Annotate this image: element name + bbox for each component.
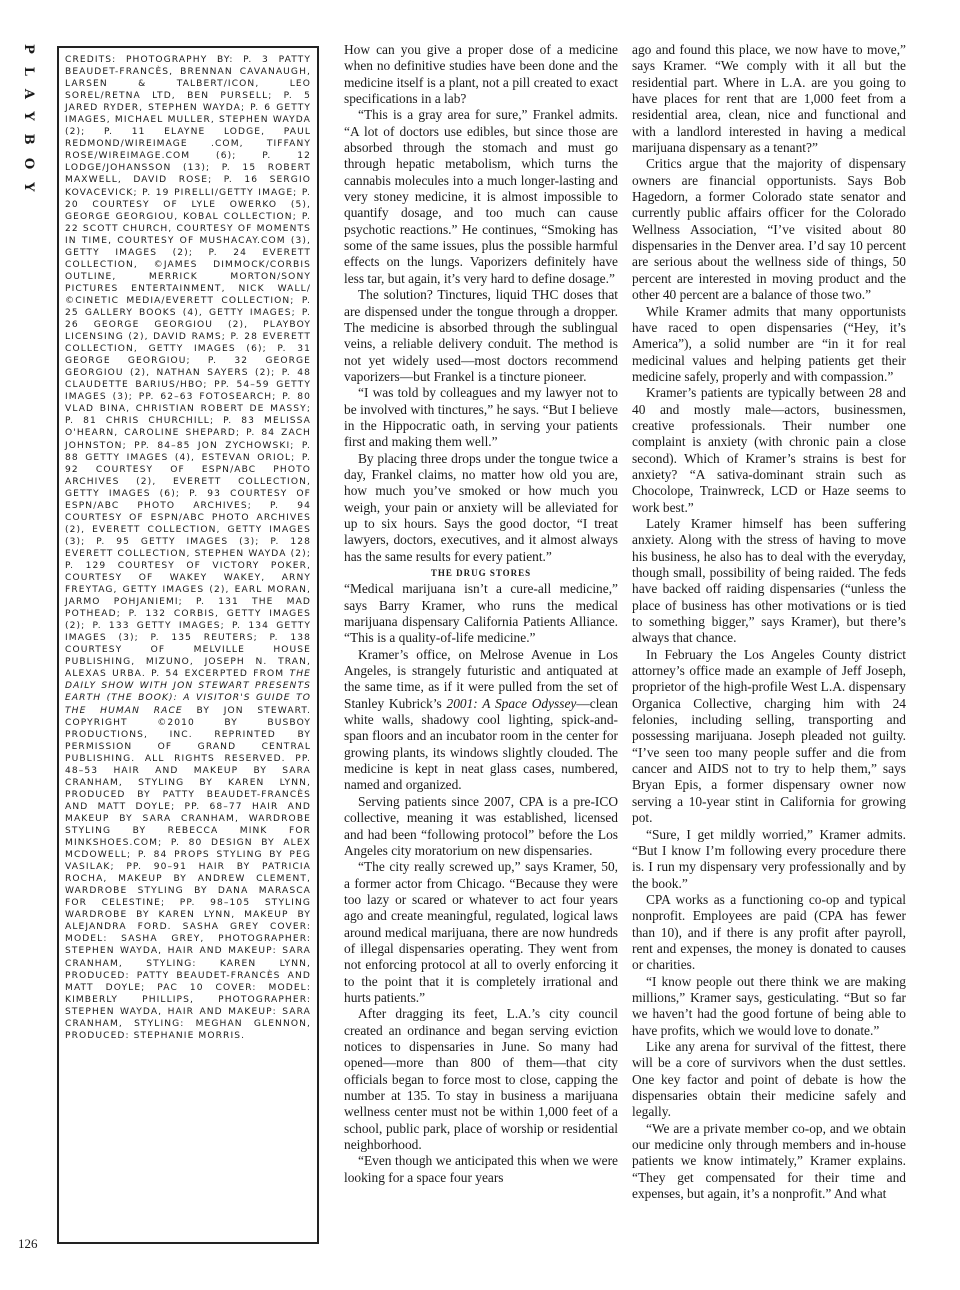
paragraph: After dragging its feet, L.A.’s city council created an ordinance and began serving eviction notices to dispensaries in June. So many had opened—more than 800 of them—that city officials began to force most to close, capping the number at 135. To stay in business a marijuana wellness center must not be within 1,000 feet of a school, public park, place of worship or residential neighborhood. xyxy=(344,1006,618,1153)
paragraph: “I know people out there think we are making millions,” Kramer says, gesticulating. “But so far we haven’t had the good fortune of being able to have profits, which we would love to donate.” xyxy=(632,973,906,1038)
paragraph: Serving patients since 2007, CPA is a pre-ICO collective, meaning it was established, licensed and had been “following protocol” before the Los Angeles city moratorium on new dispensaries. xyxy=(344,793,618,858)
paragraph: By placing three drops under the tongue twice a day, Frankel claims, no matter how old you are, how much you’ve smoked or how much you weigh, your pain or anxiety will be alleviated for up to six hours. Says the good doctor, “I treat lawyers, doctors, executives, and it almost always has the same results for every patient.” xyxy=(344,450,618,564)
paragraph xyxy=(344,647,618,794)
magazine-spine-label: PLAYBOY xyxy=(21,44,36,205)
paragraph: In February the Los Angeles County district attorney’s office made an example of Jeff Joseph, proprietor of the high-profile West L.A. dispensary Organica Collective, charging him with 24 felonies, including selling, transporting and possessing marijuana. Joseph pleaded not guilty. “I’ve seen too many people suffer and die from cancer and AIDS not to try to help them,” says Bryan Epis, a former dispensary owner now serving a 10-year stint in California for growing pot. xyxy=(632,646,906,826)
paragraph-part: —clean white walls, shadowy cool lighting, spick-and-span floors and an incubator room in the center for growing plants, its windows slightly clouded. The medicine is kept in neat glass cases, numbered, named and organized. xyxy=(344,695,618,793)
credits-book-title: THE DAILY SHOW WITH JON STEWART PRESENTS EARTH (THE BOOK): A VISITOR'S GUIDE TO THE HUMAN RACE xyxy=(65,669,311,716)
paragraph: Like any arena for survival of the fittest, there will be a core of survivors when the dust settles. One key factor and point of debate is how the dispensaries obtain their medicine safely and legally. xyxy=(632,1038,906,1120)
paragraph: The solution? Tinctures, liquid THC doses that are dispensed under the tongue through a dropper. The medicine is absorbed through the sublingual veins, a reliable delivery conduit. The method is not yet widely used—most doctors recommend vaporizers—but Frankel is a tincture pioneer. xyxy=(344,287,618,384)
paragraph: “Sure, I get mildly worried,” Kramer admits. “But I know I’m following every procedure there is. I run my dispensary very professionally and by the book.” xyxy=(632,826,906,891)
page-number: 126 xyxy=(18,1236,38,1251)
paragraph: Critics argue that the majority of dispensary owners are financial opportunists. Says Bob Hagedorn, a former Colorado state senator and currently public affairs officer for the Colorado Wellness Association, “I’ve visited about 80 dispensaries in the Denver area. I’d say 10 percent are serious about the wellness side of things, 50 percent are interested in moving product and the other 40 percent are a balance of those two.” xyxy=(632,156,906,303)
paragraph: How can you give a proper dose of a medicine when no definitive studies have been done and the medicine itself is a plant, not a pill created to exact specifications in a lab? xyxy=(344,42,618,107)
film-title: 2001: A Space Odyssey xyxy=(446,695,577,711)
paragraph: ago and found this place, we now have to move,” says Kramer. “We comply with it all but the residential part. Where in L.A. are you going to have places for rent that are 1,000 feet from a residential area, clean, nice and functional and with a landlord interested in having a medical marijuana dispensary as a tenant?” xyxy=(632,42,906,156)
paragraph: Lately Kramer himself has been suffering anxiety. Along with the stress of having to move his business, he also has to deal with the everyday, though small, possibility of being raided. The feds have backed off raiding dispensaries (“unless the place of business has other motivations or is tied to something bigger,” says Kramer), but there’s always that chance. xyxy=(632,515,906,646)
section-subhead: THE DRUG STORES xyxy=(430,568,532,578)
paragraph-part: Kramer’s office, on Melrose Avenue in Los Angeles, is strangely futuristic and antiquated at the same time, as if it were pulled from the set of Stanley Kubrick’s xyxy=(344,646,618,711)
article-column-1 xyxy=(344,42,618,1252)
paragraph: “This is a gray area for sure,” Frankel admits. “A lot of doctors use edibles, but since those are absorbed through the stomach and must go through hepatic metabolism, which turns the cannabis molecules into a much longer-lasting and very stoney medicine, it is almost impossible to quantify dosage, and too much can cause psychotic reactions.” He continues, “Smoking has some of the same issues, plus the possible harmful effects on the lungs. Vaporizers definitely have less tar, but again, it’s very hard to define dosage.” xyxy=(344,107,618,286)
paragraph: CPA works as a functioning co-op and typical nonprofit. Employees are paid (CPA has fewer than 10), and if there is any profit after payroll, rent and expenses, the money is donated to causes or charities. xyxy=(632,891,906,973)
credits-main: CREDITS: PHOTOGRAPHY BY: P. 3 PATTY BEAUDET-FRANCÈS, BRENNAN CAVANAUGH, LARSEN & TALBERT/ICON, LEO SOREL/RETNA LTD, BEN PURSELL; P. 5 JARED RYDER, STEPHEN WAYDA; P. 6 GETTY IMAGES, MICHAEL MULLER, STEPHEN WAYDA (2); P. 11 ELAYNE LODGE, PAUL REDMOND/WIREIMAGE .COM, TIFFANY ROSE/WIREIMAGE.COM (6); P. 12 LODGE/JOHANSSON (13); P. 15 ROBERT MAXWELL, DAVID ROSE; P. 16 SERGIO KOVACEVICK; P. 19 PIRELLI/GETTY IMAGE; P. 20 COURTESY OF LYLE OWERKO (5), GEORGE GEORGIOU, KOBAL COLLECTION; P. 22 SCOTT CHURCH, COURTESY OF MOMENTS IN TIME, COURTESY OF MUSHACAY.COM (3), GETTY IMAGES (2); P. 24 EVERETT COLLECTION, ©JAMES DIMMOCK/CORBIS OUTLINE, MERRICK MORTON/SONY PICTURES ENTERTAINMENT, NICK WALL/©CINETIC MEDIA/EVERETT COLLECTION; P. 25 GALLERY BOOKS (4), GETTY IMAGES; P. 26 GEORGE GEORGIOU (2), PLAYBOY LICENSING (2), DAVID RAMS; P. 28 EVERETT COLLECTION, GETTY IMAGES (6); P. 31 GEORGE GEORGIOU; P. 32 GEORGE GEORGIOU (2), NATHAN SAYERS (2); P. 48 CLAUDETTE BARIUS/HBO; PP. 54–59 GETTY IMAGES (3); PP. 62–63 FOTOSEARCH; P. 80 VLAD BINA, CHRISTIAN ROBERT DE MASSY; P. 81 CHRIS CHURCHILL; P. 83 MELISSA O'HEARN, CAROLINE SHEPARD; P. 84 ZACH JOHNSTON; PP. 84–85 JON ZYCHOWSKI; P. 88 GETTY IMAGES (4), ESTEVAN ORIOL; P. 92 COURTESY OF ESPN/ABC PHOTO ARCHIVES (2), EVERETT COLLECTION, GETTY IMAGES (6); P. 93 COURTESY OF ESPN/ABC PHOTO ARCHIVES; P. 94 COURTESY OF ESPN/ABC PHOTO ARCHIVES (2), EVERETT COLLECTION, GETTY IMAGES (3); P. 95 GETTY IMAGES (3); P. 128 EVERETT COLLECTION, STEPHEN WAYDA (2); P. 129 COURTESY OF VICTORY POKER, COURTESY OF WAKEY WAKEY, ARNY FREYTAG, GETTY IMAGES (2), EARL MORAN, JARMO POHJANIEMI; P. 131 THE MAD POTHEAD; P. 132 CORBIS, GETTY IMAGES (2); P. 133 GETTY IMAGES; P. 134 GETTY IMAGES (3); P. 135 REUTERS; P. 138 COURTESY OF MELVILLE HOUSE PUBLISHING, MIZUNO, JOSEPH N. TRAN, ALEXAS URBA. P. 54 EXCERPTED FROM xyxy=(65,55,311,680)
article-column-2 xyxy=(632,42,906,1252)
paragraph: “Medical marijuana isn’t a cure-all medicine,” says Barry Kramer, who runs the medical marijuana dispensary California Patients Alliance. “This is a quality-of-life medicine.” xyxy=(344,581,618,646)
photo-credits-box xyxy=(57,46,319,1244)
paragraph: Kramer’s patients are typically between 28 and 40 and mostly male—actors, businessmen, creative professionals. Their number one complaint is anxiety (with chronic pain a close second). Which of Kramer’s strains is best for anxiety? “A sativa-dominant strain such as Chocolope, Trainwreck, LCD or Haze seems to work best.” xyxy=(632,385,906,515)
paragraph: “I was told by colleagues and my lawyer not to be involved with tinctures,” he says. “But I believe in the Hippocratic oath, in serving your patients first and making them well.” xyxy=(344,385,618,450)
credits-tail: BY JON STEWART. COPYRIGHT ©2010 BY BUSBOY PRODUCTIONS, INC. REPRINTED BY PERMISSION OF GRAND CENTRAL PUBLISHING. ALL RIGHTS RESERVED. PP. 48–53 HAIR AND MAKEUP BY SARA CRANHAM, STYLING BY KAREN LYNN, PRODUCED BY PATTY BEAUDET-FRANCÈS AND MATT DOYLE; PP. 68–77 HAIR AND MAKEUP BY SARA CRANHAM, WARDROBE STYLING BY REBECCA MINK FOR MINKSHOES.COM; P. 80 DESIGN BY ALEX MCDOWELL; P. 84 PROPS STYLING BY PEG VASILAK; PP. 90–91 HAIR BY PATRICIA ROCHA, MAKEUP BY ANDREW CLEMENT, WARDROBE STYLING BY DANA MARASCA FOR CELESTINE; PP. 98–105 STYLING WARDROBE BY KAREN LYNN, MAKEUP BY ALEJANDRA FORD. SASHA GREY COVER: MODEL: SASHA GREY, PHOTOGRAPHER: STEPHEN WAYDA, HAIR AND MAKEUP: SARA CRANHAM, STYLING: KAREN LYNN, PRODUCED: PATTY BEAUDET-FRANCÈS AND MATT DOYLE; PAC 10 COVER: MODEL: KIMBERLY PHILLIPS, PHOTOGRAPHER: STEPHEN WAYDA, HAIR AND MAKEUP: SARA CRANHAM, STYLING: MEGHAN GLENNON, PRODUCED: STEPHANIE MORRIS. xyxy=(65,705,311,1041)
paragraph: “Even though we anticipated this when we were looking for a space four years xyxy=(344,1153,618,1185)
paragraph: “We are a private member co-op, and we obtain our medicine only through members and in-house patients we know intimately,” Kramer explains. “They get compensated for their time and expenses, but again, it’s a nonprofit.” And what xyxy=(632,1120,906,1202)
credits-text xyxy=(65,54,311,1042)
paragraph: While Kramer admits that many opportunists have raced to open dispensaries (“Hey, it’s America”), a solid number are “in it for real medicinal values and helping patients get their medicine safely, properly and with compassion.” xyxy=(632,303,906,384)
paragraph: “The city really screwed up,” says Kramer, 50, a former actor from Chicago. “Because they were too lazy or scared or whatever to act four years ago and create meaningful, regulated, logical laws around medical marijuana, there are now hundreds of illegal dispensaries operating. They went from not enforcing protocol at all to overly enforcing it to the point that it is completely irrational and hurts patients.” xyxy=(344,859,618,1005)
